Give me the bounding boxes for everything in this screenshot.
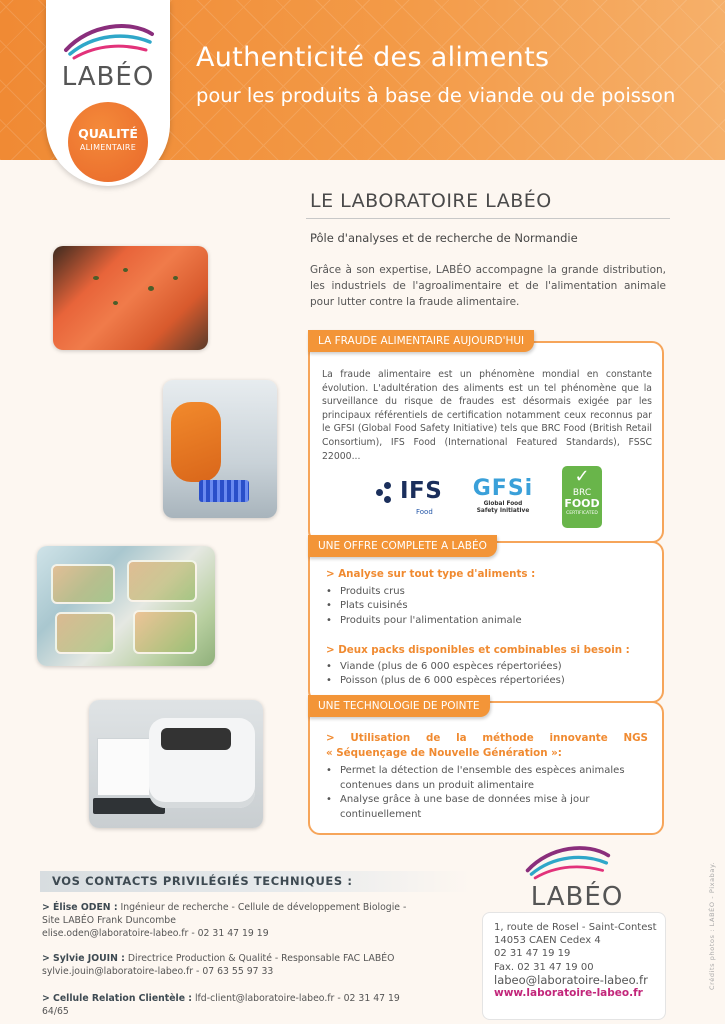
gfsi-sub2: Safety Initiative xyxy=(476,508,530,514)
brc-line1: BRC xyxy=(572,488,592,498)
list-item: • Produits pour l'alimentation animale xyxy=(326,614,522,628)
fax-number: Fax. 02 31 47 19 00 xyxy=(494,961,594,973)
gfsi-word: GFSi xyxy=(472,476,534,501)
contact-role: Directrice Production & Qualité - Responsable FAC LABÉO xyxy=(124,953,395,964)
ifs-dots-icon xyxy=(376,482,398,504)
tech-section-tab: UNE TECHNOLOGIE DE POINTE xyxy=(308,695,490,717)
salmon-photo xyxy=(53,246,208,350)
footer-logo-text: LABÉO xyxy=(530,882,624,912)
gfsi-logo xyxy=(468,476,538,515)
address-line: 1, route de Rosel - Saint-Contest xyxy=(494,922,657,933)
tech-word: méthode xyxy=(482,732,534,744)
contact-client-relations xyxy=(42,992,422,1018)
tech-word: de xyxy=(425,732,441,744)
certification-logos xyxy=(360,466,660,532)
lab-title-divider xyxy=(306,218,670,219)
fraud-section-tab: LA FRAUDE ALIMENTAIRE AUJOURD'HUI xyxy=(308,330,534,352)
brc-food-logo xyxy=(562,466,602,528)
fraud-paragraph: La fraude alimentaire est un phénomène mondial en constante évolution. L'adultération des aliments est un tel phénomène que la surveillance du risque de fraudes est désormais exigée par les principaux référentiels de certification notamment ceux reconnus par le GFSI (Global Food Safety Initiative) tels que BRC Food (British Retail Consortium), IFS Food (International Featured Standards), FSSC 22000... xyxy=(322,369,652,462)
contact-email-link[interactable]: lfd-client@laboratoire-labeo.fr - 02 31 47 19 64/65 xyxy=(42,993,400,1017)
address-block xyxy=(494,921,657,1000)
tech-word: innovante xyxy=(549,732,608,744)
contact-name: > Cellule Relation Clientèle : xyxy=(42,993,192,1004)
list-item: • Produits crus xyxy=(326,585,522,599)
contact-name: > Élise ODEN : xyxy=(42,902,118,913)
contacts-header-bar xyxy=(40,871,470,892)
offer-section-tab: UNE OFFRE COMPLETE A LABÉO xyxy=(308,535,497,557)
tech-word: la xyxy=(456,732,467,744)
offer-list-2 xyxy=(326,660,565,689)
contact-email-link[interactable]: sylvie.jouin@laboratoire-labeo.fr - 07 63 55 97 33 xyxy=(42,966,274,977)
lab-subtitle: Pôle d'analyses et de recherche de Normandie xyxy=(310,231,578,245)
page-subtitle: pour les produits à base de viande ou de poisson xyxy=(196,84,676,107)
tech-word: > xyxy=(326,732,335,744)
tech-list xyxy=(326,764,656,822)
contacts-title: VOS CONTACTS PRIVILÉGIÉS TECHNIQUES : xyxy=(52,874,353,888)
offer-heading-1: > Analyse sur tout type d'aliments : xyxy=(326,568,536,580)
labeo-swoosh-icon xyxy=(60,20,156,62)
tech-word: NGS xyxy=(623,732,648,744)
contact-sylvie xyxy=(42,952,422,978)
contact-email-link[interactable]: elise.oden@laboratoire-labeo.fr - 02 31 47 19 19 xyxy=(42,928,269,939)
contact-elise xyxy=(42,901,422,940)
quality-badge-line1: QUALITÉ xyxy=(78,126,138,141)
sequencer-photo xyxy=(89,700,263,828)
labeo-swoosh-icon xyxy=(522,842,612,882)
phone-number: 02 31 47 19 19 xyxy=(494,948,571,960)
list-item: • Poisson (plus de 6 000 espèces répertoriées) xyxy=(326,674,565,688)
tech-heading-line2: « Séquençage de Nouvelle Génération »: xyxy=(326,746,562,759)
contact-name: > Sylvie JOUIN : xyxy=(42,953,125,964)
footer-labeo-logo xyxy=(512,842,642,912)
lab-title: LE LABORATOIRE LABÉO xyxy=(310,190,552,212)
quality-badge-line2: ALIMENTAIRE xyxy=(79,143,137,152)
list-item: • Permet la détection de l'ensemble des espèces animales contenues dans un produit alimentaire xyxy=(326,764,656,793)
labeo-logo-tab xyxy=(46,0,170,186)
tech-heading xyxy=(326,731,648,760)
offer-heading-2: > Deux packs disponibles et combinables si besoin : xyxy=(326,644,630,656)
page-title: Authenticité des aliments xyxy=(196,42,550,73)
gfsi-sub1: Global Food xyxy=(483,501,523,507)
brc-line2: FOOD xyxy=(564,497,600,510)
labeo-logo-text: LABÉO xyxy=(61,62,155,92)
ifs-sub: Food xyxy=(416,508,433,516)
lab-intro-paragraph: Grâce à son expertise, LABÉO accompagne la grande distribution, les industriels de l'agroalimentaire et de l'alimentation animale pour lutter contre la fraude alimentaire. xyxy=(310,264,666,308)
brc-line3: CERTIFICATED xyxy=(566,511,598,516)
offer-list-1 xyxy=(326,585,522,628)
list-item: • Analyse grâce à une base de données mise à jour continuellement xyxy=(326,793,656,822)
list-item: • Viande (plus de 6 000 espèces répertoriées) xyxy=(326,660,565,674)
prepared-meals-photo xyxy=(37,546,215,666)
website-link[interactable]: www.laboratoire-labeo.fr xyxy=(494,987,643,1000)
lab-gloves-photo xyxy=(163,380,277,518)
photo-credits: Crédits photos : LABÉO - Pixabay. xyxy=(708,861,716,990)
email-link[interactable]: labeo@laboratoire-labeo.fr xyxy=(494,972,648,987)
quality-badge xyxy=(68,102,148,182)
ifs-word: IFS xyxy=(400,478,443,504)
address-line: 14053 CAEN Cedex 4 xyxy=(494,935,601,947)
list-item: • Plats cuisinés xyxy=(326,599,522,613)
checkmark-icon: ✓ xyxy=(574,466,590,487)
tech-word: Utilisation xyxy=(350,732,411,744)
tech-heading-line1 xyxy=(326,731,648,746)
contact-role: Ingénieur de recherche - Cellule de développement Biologie - Site LABÉO Frank Duncombe xyxy=(42,902,407,926)
